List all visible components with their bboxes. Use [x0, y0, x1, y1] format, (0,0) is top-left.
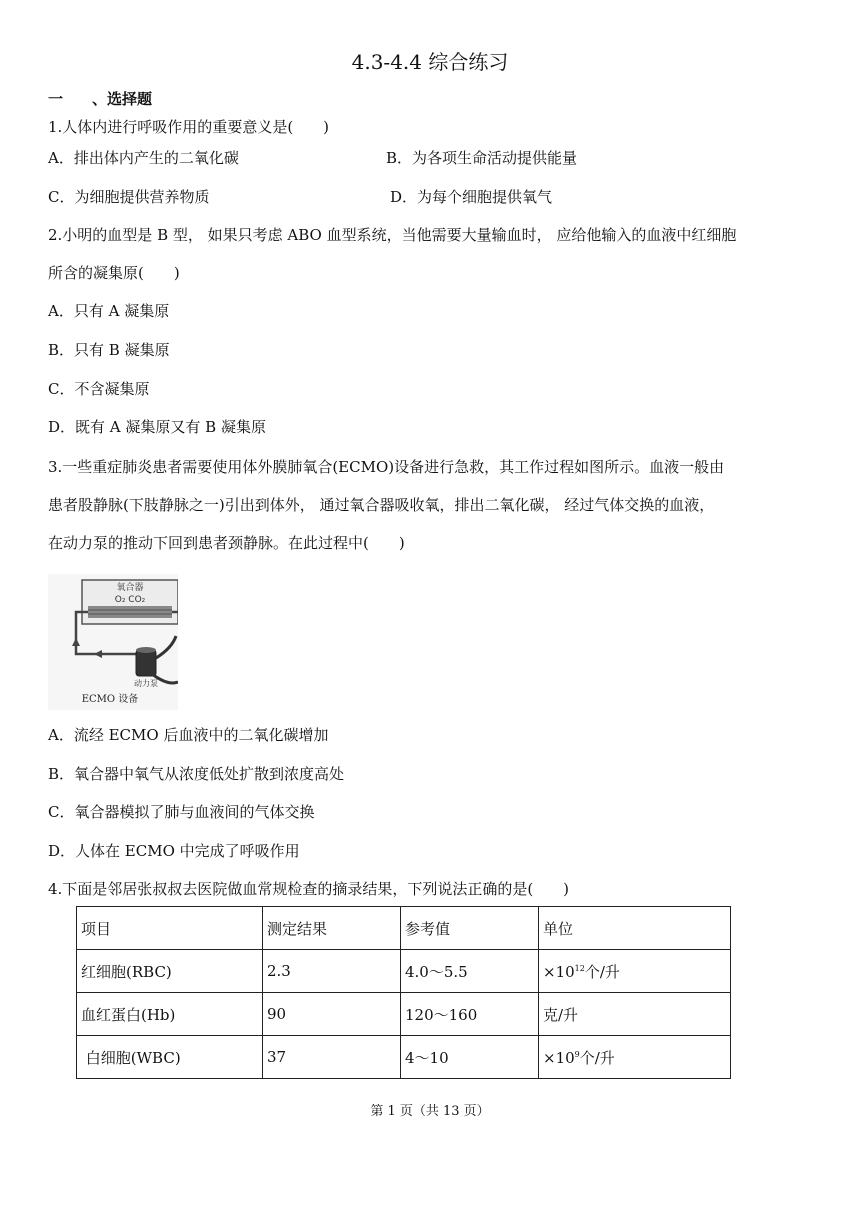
question-2-option-a: A．只有 A 凝集原 — [48, 302, 170, 320]
table-row — [77, 1036, 731, 1079]
table-cell-result: 37 — [263, 1036, 401, 1079]
question-3-option-d: D．人体在 ECMO 中完成了呼吸作用 — [48, 842, 300, 860]
table-cell-unit — [539, 993, 731, 1036]
ecmo-diagram — [48, 574, 178, 710]
unit-prefix: ×10 — [543, 962, 575, 981]
table-cell-item: 红细胞(RBC) — [77, 950, 263, 993]
unit-suffix: 个/升 — [579, 1048, 615, 1067]
table-cell-reference: 4.0～5.5 — [401, 950, 539, 993]
table-cell-unit — [539, 950, 731, 993]
unit-exponent: 9 — [574, 1049, 580, 1059]
blood-test-table — [76, 906, 731, 1079]
table-row — [77, 950, 731, 993]
section-heading — [48, 88, 152, 109]
table-cell-result: 2.3 — [263, 950, 401, 993]
table-header-cell: 项目 — [77, 907, 263, 950]
question-3-option-b: B．氧合器中氧气从浓度低处扩散到浓度高处 — [48, 765, 345, 783]
table-cell-reference: 120～160 — [401, 993, 539, 1036]
table-row — [77, 993, 731, 1036]
question-4-stem: 4.下面是邻居张叔叔去医院做血常规检查的摘录结果，下列说法正确的是( ) — [48, 880, 570, 898]
page-title: 4.3-4.4 综合练习 — [351, 50, 509, 74]
question-3-stem-line-3: 在动力泵的推动下回到患者颈静脉。在此过程中( ) — [48, 534, 405, 552]
question-2-option-d: D．既有 A 凝集原又有 B 凝集原 — [48, 418, 266, 436]
table-cell-item: 血红蛋白(Hb) — [77, 993, 263, 1036]
table-cell-reference: 4～10 — [401, 1036, 539, 1079]
question-2-stem-line-1: 2.小明的血型是 B 型， 如果只考虑 ABO 血型系统，当他需要大量输血时， 应给他输入的血液中红细胞 — [48, 226, 737, 244]
unit-prefix: 克/升 — [543, 1005, 579, 1024]
question-1-option-d: D．为每个细胞提供氧气 — [390, 188, 553, 206]
ecmo-figure — [48, 574, 178, 710]
question-1-stem: 1.人体内进行呼吸作用的重要意义是( ) — [48, 118, 330, 136]
pump-body — [136, 650, 156, 676]
unit-exponent: 12 — [574, 963, 585, 973]
gas-labels: O₂ CO₂ — [114, 595, 146, 605]
table-header-cell: 单位 — [539, 907, 731, 950]
table-header-row — [77, 907, 731, 950]
unit-suffix: 个/升 — [584, 962, 620, 981]
section-label: 、选择题 — [92, 90, 153, 108]
unit-prefix: ×10 — [543, 1048, 575, 1067]
question-2-stem-line-2: 所含的凝集原( ) — [48, 264, 180, 282]
table-cell-result: 90 — [263, 993, 401, 1036]
table-cell-unit — [539, 1036, 731, 1079]
page-footer: 第 1 页（共 13 页） — [370, 1104, 490, 1119]
question-1-option-c: C．为细胞提供营养物质 — [48, 188, 210, 206]
question-2-option-c: C．不含凝集原 — [48, 380, 150, 398]
question-1-option-a: A．排出体内产生的二氧化碳 — [48, 149, 239, 167]
question-2-option-b: B．只有 B 凝集原 — [48, 341, 170, 359]
table-header-cell: 参考值 — [401, 907, 539, 950]
oxygenator-label: 氧合器 — [116, 583, 144, 593]
table-cell-item: 白细胞(WBC) — [77, 1036, 263, 1079]
question-3-option-c: C．氧合器模拟了肺与血液间的气体交换 — [48, 803, 315, 821]
pump-label: 动力泵 — [134, 679, 158, 688]
question-3-stem-line-2: 患者股静脉(下肢静脉之一)引出到体外， 通过氧合器吸收氧，排出二氧化碳， 经过气体交换的血液， — [48, 496, 715, 514]
figure-caption: ECMO 设备 — [81, 694, 139, 705]
question-3-stem-line-1: 3.一些重症肺炎患者需要使用体外膜肺氧合(ECMO)设备进行急救，其工作过程如图所示。血液一般由 — [48, 458, 725, 476]
question-1-option-b: B．为各项生命活动提供能量 — [386, 149, 578, 167]
table-header-cell: 测定结果 — [263, 907, 401, 950]
question-3-option-a: A．流经 ECMO 后血液中的二氧化碳增加 — [48, 726, 329, 744]
section-number: 一 — [48, 90, 64, 108]
oxygenator-membrane — [88, 606, 172, 618]
